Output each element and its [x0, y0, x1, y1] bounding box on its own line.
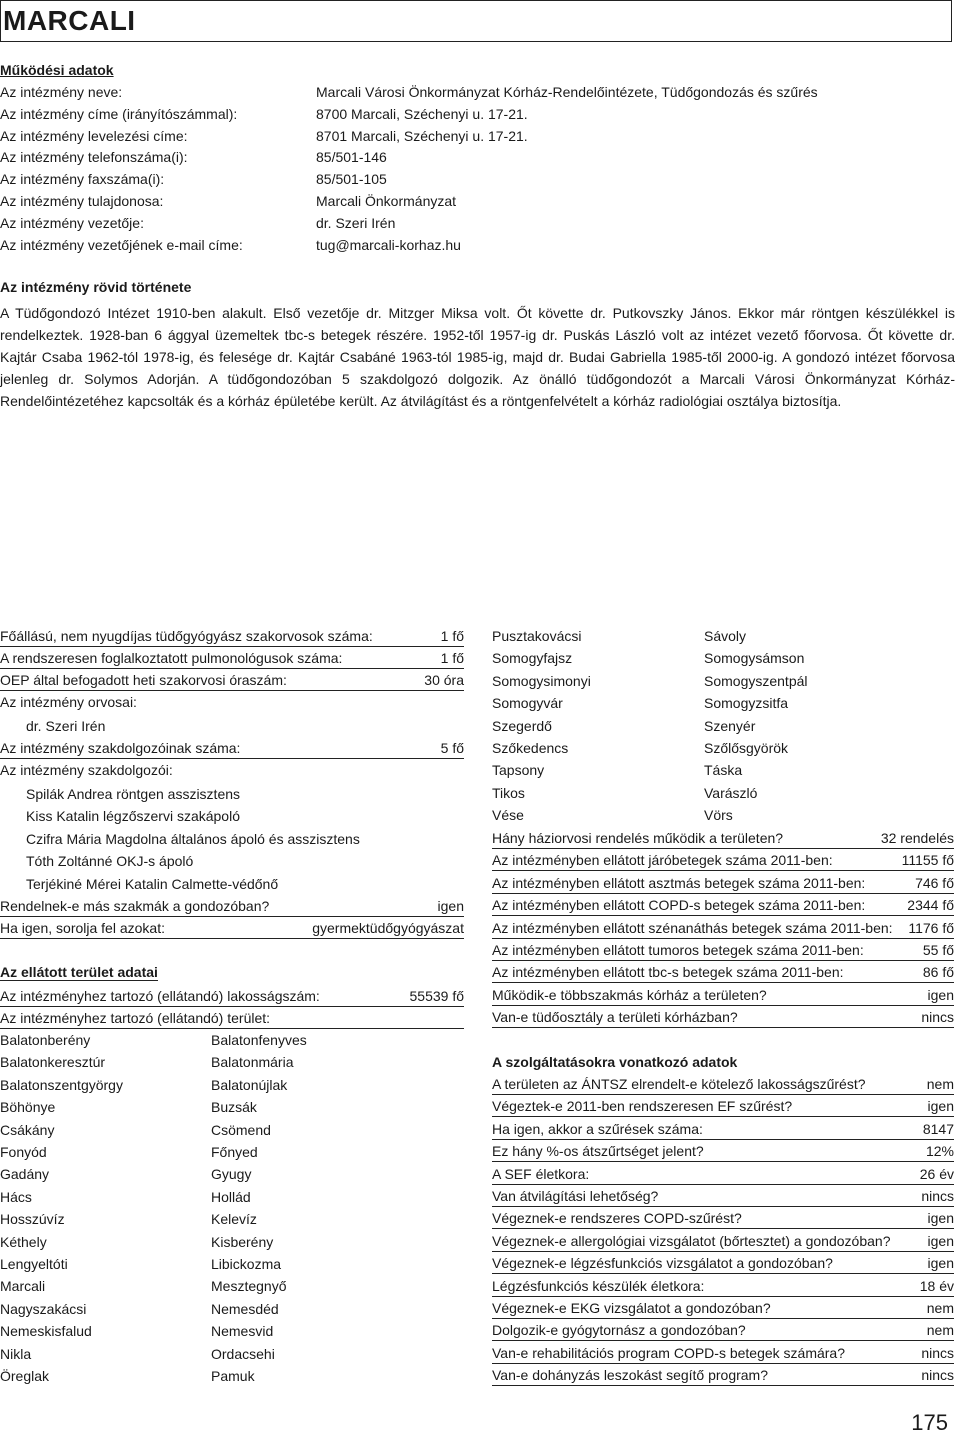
service-row — [492, 1119, 954, 1140]
service-row — [492, 1141, 954, 1162]
town-name: Nemesdéd — [211, 1300, 279, 1317]
service-label: Dolgozik-e gyógytornász a gondozóban? — [492, 1322, 746, 1339]
service-value: 8147 — [922, 1120, 954, 1137]
town-name: Balatonszentgyörgy — [0, 1076, 123, 1093]
town-name: Somogysimonyi — [492, 672, 591, 689]
stat-label: Hány háziorvosi rendelés működik a területen? — [492, 830, 784, 846]
service-row — [492, 1365, 954, 1386]
row-label: Az intézményhez tartozó (ellátandó) lakosságszám: — [0, 988, 320, 1004]
service-row — [492, 1186, 954, 1207]
stat-label: Van-e tüdőosztály a területi kórházban? — [492, 1009, 738, 1026]
info-value: 85/501-146 — [316, 149, 387, 166]
town-name: Szőkedencs — [492, 740, 569, 756]
stat-value: 86 fő — [922, 964, 954, 981]
doctors-label: Az intézmény orvosai: — [0, 694, 137, 710]
stat-label: Az intézményben ellátott szénanáthás betegek száma 2011-ben: — [492, 919, 893, 936]
staff-member: Spilák Andrea röntgen asszisztens — [26, 786, 241, 802]
page-header — [0, 0, 952, 42]
row-label: OEP által befogadott heti szakorvosi óraszám: — [0, 672, 287, 688]
info-row — [0, 82, 955, 102]
specialties-list-row — [0, 918, 464, 939]
other-specialties-row — [0, 896, 464, 917]
stat-row — [492, 895, 954, 916]
service-label: Van-e rehabilitációs program COPD-s betegek számára? — [492, 1344, 846, 1361]
town-name: Balatonmária — [211, 1054, 294, 1071]
stat-label: Az intézményben ellátott tumoros betegek száma 2011-ben: — [492, 942, 864, 958]
info-value: Marcali Városi Önkormányzat Kórház-Rendelőintézete, Tüdőgondozás és szűrés — [316, 84, 818, 100]
stat-row — [492, 1007, 954, 1028]
stat-value: nincs — [921, 1009, 954, 1026]
town-name: Szenyér — [704, 717, 756, 734]
town-name: Balatonkeresztúr — [0, 1054, 106, 1071]
town-name: Pamuk — [211, 1368, 255, 1384]
town-name: Fonyód — [0, 1144, 47, 1160]
info-value: tug@marcali-korhaz.hu — [316, 236, 461, 253]
service-value: nem — [926, 1300, 954, 1316]
town-name: Vörs — [704, 807, 733, 824]
town-name: Balatonfenyves — [211, 1032, 307, 1048]
service-value: 18 év — [919, 1277, 954, 1294]
row-label: A rendszeresen foglalkoztatott pulmonológusok száma: — [0, 650, 343, 666]
row-value: 5 fő — [440, 740, 464, 756]
service-value: nem — [926, 1322, 954, 1339]
service-value: igen — [927, 1098, 954, 1115]
row-value: 1 fő — [440, 628, 464, 644]
info-label: Az intézmény címe (irányítószámmal): — [0, 105, 238, 122]
town-name: Nemeskisfalud — [0, 1323, 92, 1340]
stat-value: 55 fő — [922, 942, 954, 958]
info-row — [0, 104, 955, 124]
staff-count-row — [0, 738, 464, 759]
section-heading-services: A szolgáltatásokra vonatkozó adatok — [492, 1054, 738, 1070]
service-label: Végeznek-e légzésfunkciós vizsgálatot a gondozóban? — [492, 1255, 833, 1272]
stat-row — [492, 962, 954, 983]
row-label: Főállású, nem nyugdíjas tüdőgyógyász szakorvosok száma: — [0, 628, 373, 644]
info-value: 85/501-105 — [316, 171, 387, 188]
stat-value: 746 fő — [915, 874, 954, 891]
service-row — [492, 1096, 954, 1117]
town-name: Balatonújlak — [211, 1076, 288, 1093]
staff-member: Czifra Mária Magdolna általános ápoló és asszisztens — [26, 830, 360, 847]
service-label: Végeznek-e EKG vizsgálatot a gondozóban? — [492, 1300, 771, 1316]
town-name: Varászló — [704, 784, 758, 801]
staff-member: Tóth Zoltánné OKJ-s ápoló — [26, 853, 194, 870]
town-name: Szőlősgyörök — [704, 740, 789, 756]
service-row — [492, 1074, 954, 1095]
info-label: Az intézmény vezetőjének e-mail címe: — [0, 236, 243, 253]
town-name: Balatonberény — [0, 1032, 91, 1048]
town-name: Libickozma — [211, 1256, 282, 1272]
town-name: Hosszúvíz — [0, 1211, 65, 1228]
service-value: igen — [927, 1255, 954, 1272]
info-row — [0, 169, 955, 189]
town-name: Ordacsehi — [211, 1345, 275, 1362]
service-label: Végeznek-e rendszeres COPD-szűrést? — [492, 1210, 742, 1227]
service-row — [492, 1208, 954, 1229]
section-heading-mukodesi: Működési adatok — [0, 62, 114, 78]
town-name: Szegerdő — [492, 717, 552, 734]
town-name: Lengyeltóti — [0, 1256, 68, 1272]
service-row — [492, 1320, 954, 1341]
town-name: Nemesvid — [211, 1323, 274, 1340]
stat-row — [492, 873, 954, 894]
town-name: Hács — [0, 1188, 32, 1205]
town-name: Böhönye — [0, 1099, 56, 1116]
service-row — [492, 1276, 954, 1297]
stat-label: Működik-e többszakmás kórház a területen? — [492, 986, 767, 1003]
staff-member: Kiss Katalin légzőszervi szakápoló — [26, 808, 240, 825]
town-name: Buzsák — [211, 1099, 257, 1116]
town-name: Vése — [492, 807, 524, 824]
weekly-hours-row — [0, 670, 464, 691]
service-label: A SEF életkora: — [492, 1165, 590, 1182]
service-value: 12% — [925, 1143, 954, 1160]
stat-row — [492, 918, 954, 939]
service-label: Ha igen, akkor a szűrések száma: — [492, 1120, 703, 1137]
service-label: Van-e dohányzás leszokást segítő program? — [492, 1367, 769, 1384]
stat-row — [492, 850, 954, 871]
row-value: 55539 fő — [409, 988, 464, 1004]
section-heading-history: Az intézmény rövid története — [0, 279, 192, 295]
service-label: Van átvilágítási lehetőség? — [492, 1188, 659, 1204]
info-label: Az intézmény vezetője: — [0, 214, 144, 231]
service-label: Végeztek-e 2011-ben rendszeresen EF szűrést? — [492, 1098, 793, 1115]
town-name: Kéthely — [0, 1233, 47, 1250]
row-label: Ha igen, sorolja fel azokat: — [0, 920, 165, 936]
town-name: Táska — [704, 762, 743, 779]
service-row — [492, 1253, 954, 1274]
service-value: igen — [927, 1232, 954, 1249]
stat-value: igen — [927, 986, 954, 1003]
town-name: Somogyzsitfa — [704, 695, 789, 712]
info-row — [0, 213, 955, 233]
info-row — [0, 126, 955, 146]
service-label: A területen az ÁNTSZ elrendelt-e kötelező lakosságszűrést? — [492, 1076, 866, 1092]
service-value: nem — [926, 1076, 954, 1092]
staff-label: Az intézmény szakdolgozói: — [0, 762, 173, 778]
section-heading-area: Az ellátott terület adatai — [0, 964, 158, 980]
stat-value: 11155 fő — [901, 852, 954, 869]
info-label: Az intézmény faxszáma(i): — [0, 171, 165, 188]
town-name: Sávoly — [704, 628, 747, 644]
page-title: MARCALI — [3, 5, 136, 36]
town-name: Gyugy — [211, 1166, 252, 1183]
row-label: Rendelnek-e más szakmák a gondozóban? — [0, 898, 270, 914]
town-name: Kisberény — [211, 1233, 274, 1250]
stat-row — [492, 985, 954, 1006]
town-name: Mesztegnyő — [211, 1278, 287, 1295]
town-name: Nikla — [0, 1345, 32, 1362]
row-label: Az intézmény szakdolgozóinak száma: — [0, 740, 241, 756]
info-row — [0, 235, 955, 255]
town-name: Tikos — [492, 784, 525, 801]
pulmonologist-count-row — [0, 648, 464, 669]
town-name: Somogyfajsz — [492, 650, 573, 667]
doctor-count-row — [0, 626, 464, 647]
stat-row — [492, 828, 954, 849]
service-value: nincs — [921, 1367, 954, 1384]
service-value: 26 év — [919, 1165, 954, 1182]
stat-value: 2344 fő — [907, 897, 954, 914]
stat-label: Az intézményben ellátott tbc-s betegek száma 2011-ben: — [492, 964, 844, 981]
town-name: Tapsony — [492, 762, 545, 779]
info-value: 8701 Marcali, Széchenyi u. 17-21. — [316, 127, 528, 144]
info-label: Az intézmény levelezési címe: — [0, 127, 188, 144]
row-value: gyermektüdőgyógyászat — [312, 920, 464, 936]
history-text: A Tüdőgondozó Intézet 1910-ben alakult. Első vezetője dr. Mitzger Miksa volt. Őt követte dr. Putkovszky János. Ekkor már röntgen készülékkel is rendelkeztek. 1928-ban 6 ággyal üzemeltek tbc-s betegek részére. 1952-től 1957-ig dr. Puskás László volt az intézet vezető főorvosa. Őt követte dr. Kajtár Csaba 1962-tól 1978-ig, és felesége dr. Kajtár Csabáné 1963-tól 1985-ig, majd dr. Budai Gabriella 1985-től 2000-ig. A gondozó intézet főorvosa jelenleg dr. Solymos Adorján. A tüdőgondozóban 5 szakdolgozó dolgozik. Az önálló tüdőgondozót a Marcali Városi Önkormányzat Kórház-Rendelőintézetéhez kapcsolták és a kórház épületébe került. Az átvilágítást és a röntgenfelvételt a kórház radiológiai osztálya biztosítja. — [0, 305, 955, 409]
service-label: Légzésfunkciós készülék életkora: — [492, 1277, 705, 1294]
info-row — [0, 191, 955, 211]
town-name: Pusztakovácsi — [492, 628, 582, 644]
service-label: Végeznek-e allergológiai vizsgálatot (bőrtesztet) a gondozóban? — [492, 1232, 891, 1249]
town-name: Öreglak — [0, 1368, 50, 1384]
area-row — [0, 1008, 464, 1029]
stat-label: Az intézményben ellátott járóbetegek száma 2011-ben: — [492, 852, 833, 869]
stat-label: Az intézményben ellátott COPD-s betegek száma 2011-ben: — [492, 897, 866, 914]
stat-value: 32 rendelés — [880, 830, 954, 846]
town-name: Főnyed — [211, 1144, 258, 1160]
doctor-name: dr. Szeri Irén — [26, 718, 106, 734]
service-row — [492, 1343, 954, 1364]
row-value: igen — [437, 898, 464, 914]
town-name: Nagyszakácsi — [0, 1300, 87, 1317]
service-row — [492, 1231, 954, 1252]
town-name: Gadány — [0, 1166, 50, 1183]
stat-row — [492, 940, 954, 961]
row-value: 30 óra — [424, 672, 464, 688]
service-label: Ez hány %-os átszűrtséget jelent? — [492, 1143, 704, 1160]
info-label: Az intézmény neve: — [0, 84, 123, 100]
service-value: nincs — [921, 1188, 954, 1204]
town-name: Somogysámson — [704, 650, 805, 667]
info-row — [0, 147, 955, 167]
stat-label: Az intézményben ellátott asztmás betegek száma 2011-ben: — [492, 874, 866, 891]
town-name: Marcali — [0, 1278, 46, 1295]
info-label: Az intézmény telefonszáma(i): — [0, 149, 188, 166]
town-name: Somogyvár — [492, 695, 563, 712]
info-label: Az intézmény tulajdonosa: — [0, 193, 164, 209]
service-row — [492, 1164, 954, 1185]
service-value: igen — [927, 1210, 954, 1227]
town-name: Kelevíz — [211, 1211, 257, 1228]
town-name: Csákány — [0, 1121, 55, 1138]
page-number: 175 — [911, 1410, 948, 1435]
population-row — [0, 986, 464, 1007]
town-name: Hollád — [211, 1188, 251, 1205]
service-row — [492, 1298, 954, 1319]
town-name: Csömend — [211, 1121, 271, 1138]
stat-value: 1176 fő — [908, 919, 954, 936]
row-value: 1 fő — [440, 650, 464, 666]
info-value: 8700 Marcali, Széchenyi u. 17-21. — [316, 105, 528, 122]
info-value: Marcali Önkormányzat — [316, 193, 457, 209]
town-name: Somogyszentpál — [704, 672, 808, 689]
info-value: dr. Szeri Irén — [316, 214, 396, 231]
staff-member: Terjékiné Mérei Katalin Calmette-védőnő — [26, 875, 279, 892]
service-value: nincs — [921, 1344, 954, 1361]
row-label: Az intézményhez tartozó (ellátandó) terület: — [0, 1010, 271, 1026]
